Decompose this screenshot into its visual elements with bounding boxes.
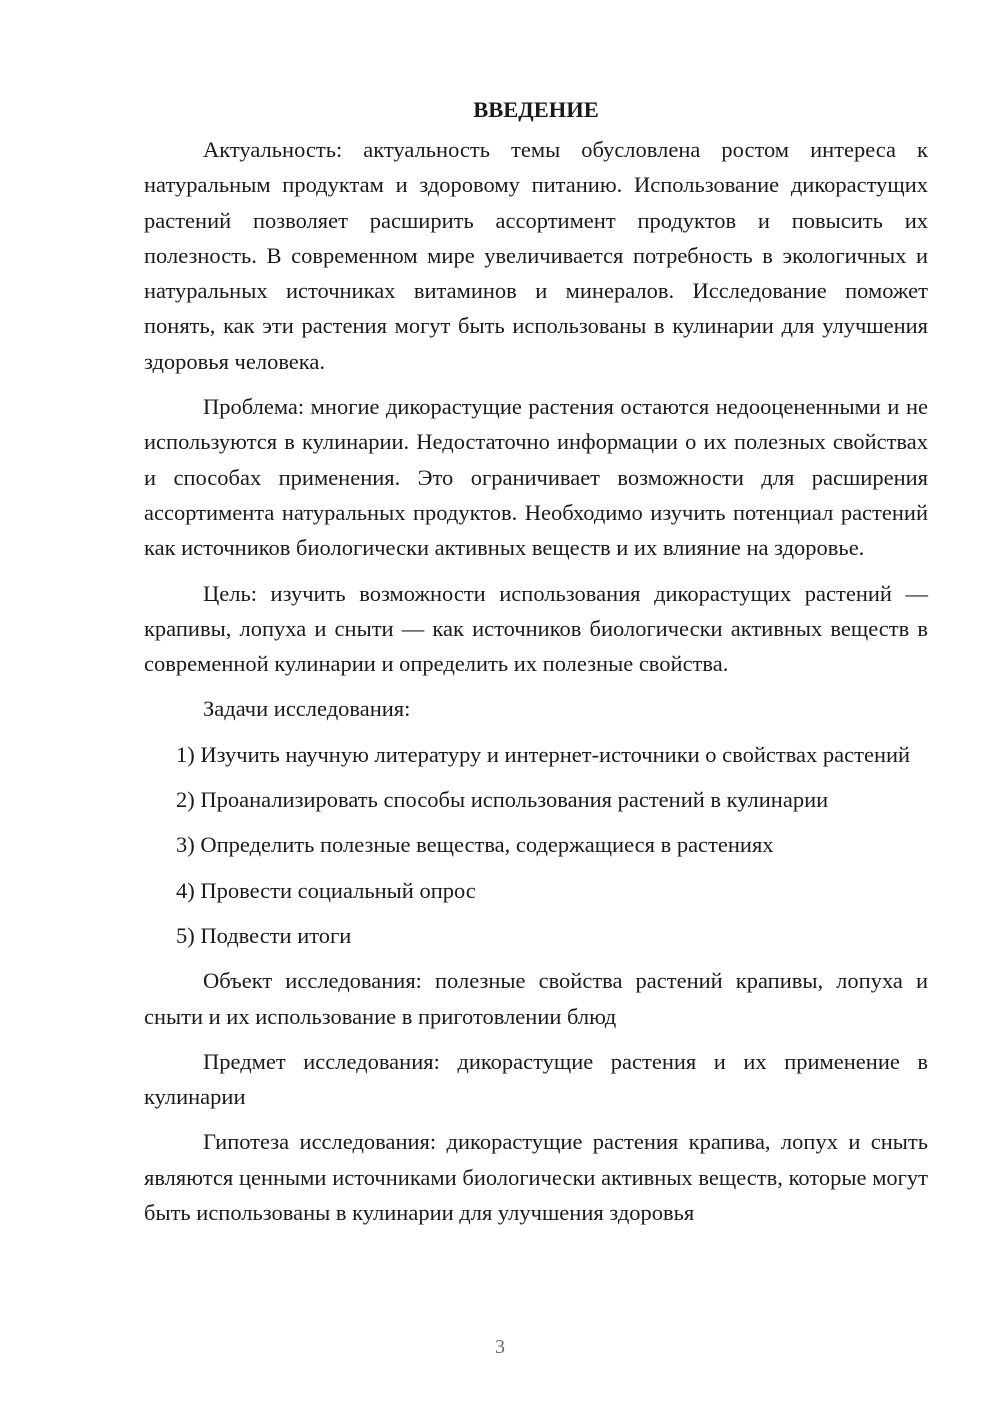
- object-paragraph: Объект исследования: полезные свойства растений крапивы, лопуха и сныти и их использование в приготовлении блюд: [144, 968, 928, 1029]
- goal-paragraph: Цель: изучить возможности использования дикорастущих растений — крапивы, лопуха и сныти — как источников биологически активных веществ в современной кулинарии и определить их полезные свойства.: [144, 580, 928, 677]
- tasks-heading: Задачи исследования:: [203, 696, 411, 722]
- task-item: 3) Определить полезные вещества, содержащиеся в растениях: [176, 832, 774, 858]
- section-title: ВВЕДЕНИЕ: [473, 97, 599, 122]
- subject-paragraph: Предмет исследования: дикорастущие растения и их применение в кулинарии: [144, 1048, 928, 1110]
- task-item: 5) Подвести итоги: [176, 922, 352, 948]
- task-item: 1) Изучить научную литературу и интернет-источники о свойствах растений: [176, 741, 911, 767]
- task-item: 4) Провести социальный опрос: [176, 877, 476, 903]
- problem-paragraph: Проблема: многие дикорастущие растения остаются недооцененными и не используются в кулинарии. Недостаточно информации о их полезных свойствах и способах применения. Это ограничивает возможности для расширения ассортимента натуральных продуктов. Необходимо изучить потенциал растений как источников биологически активных веществ и их влияние на здоровье.: [144, 394, 928, 561]
- relevance-paragraph: Актуальность: актуальность темы обусловлена ростом интереса к натуральным продуктам и здоровому питанию. Использование дикорастущих растений позволяет расширить ассортимент продуктов и повысить их полезность. В современном мире увеличивается потребность в экологичных и натуральных источниках витаминов и минералов. Исследование поможет понять, как эти растения могут быть использованы в кулинарии для улучшения здоровья человека.: [144, 137, 928, 374]
- hypothesis-paragraph: Гипотеза исследования: дикорастущие растения крапива, лопух и сныть являются ценными источниками биологически активных веществ, которые могут быть использованы в кулинарии для улучшения здоровья: [144, 1129, 928, 1226]
- page-content: [144, 92, 928, 1240]
- task-item: 2) Проанализировать способы использования растений в кулинарии: [176, 787, 829, 813]
- page-number: 3: [495, 1336, 505, 1358]
